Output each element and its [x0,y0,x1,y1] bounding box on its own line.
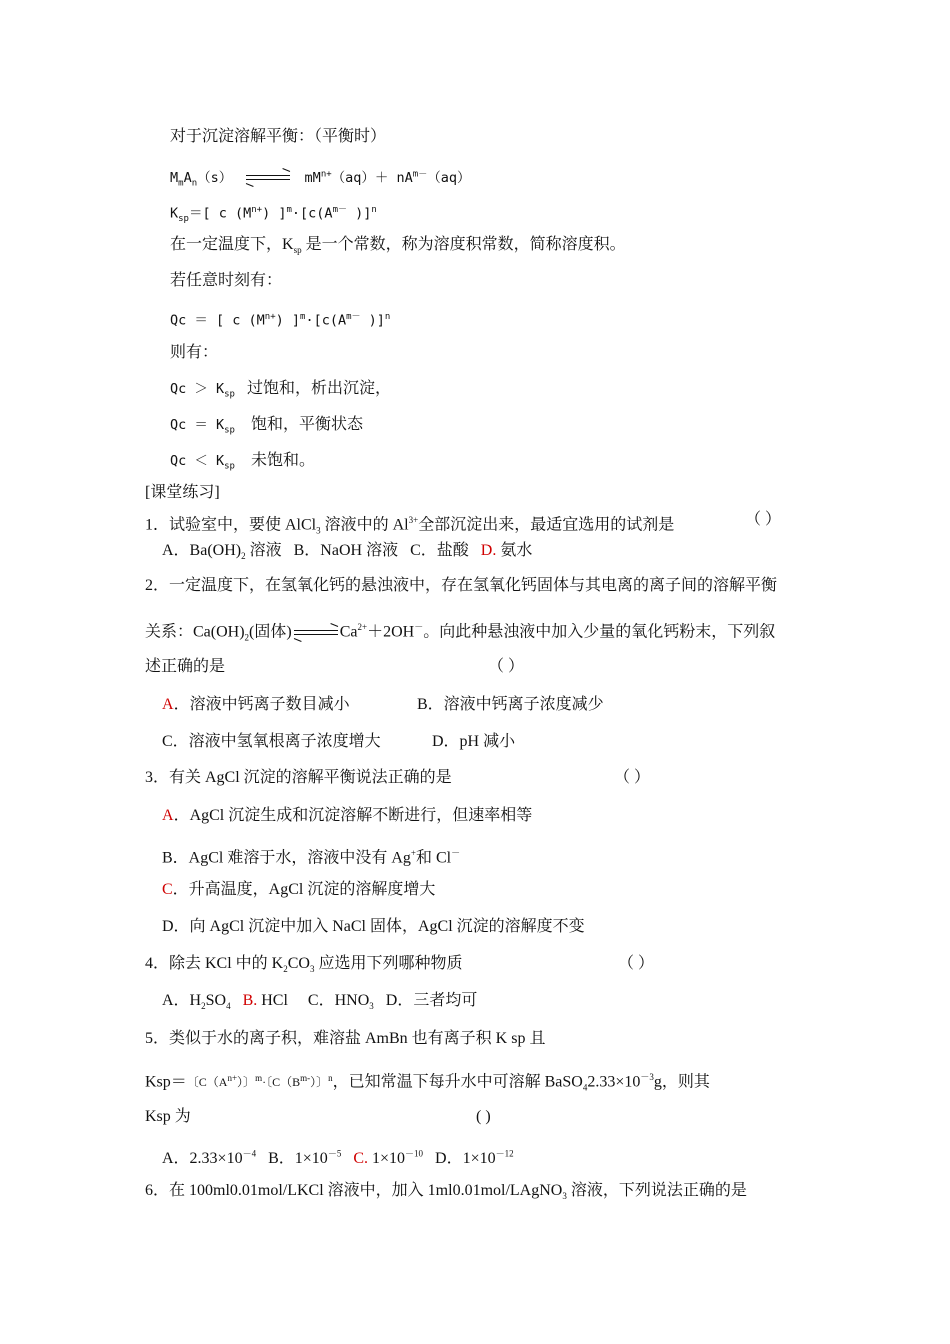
q3-stem: 3．有关 AgCl 沉淀的溶解平衡说法正确的是 [145,769,452,786]
q4-option-a: A．$H_2SO_4$ [162,992,231,1012]
qc-definition: Qc ＝ [ c $(M^{n+})$ ]$^m\cdot[c(A^{m-}$ )]$^n$ [170,312,391,329]
q4-stem: 4．除去 KCl 中的 $K_2CO_3$ 应选用下列哪种物质 [145,955,463,975]
q1-option-c: C．盐酸 [410,542,469,559]
q3-option-d: D．向 AgCl 沉淀中加入 NaCl 固体，AgCl 沉淀的溶解度不变 [162,918,585,935]
q2-stem-1: 2．一定温度下，在氢氧化钙的悬浊液中，存在氢氧化钙固体与其电离的离子间的溶解平衡 [145,577,778,594]
q2-option-a: A．溶液中钙离子数目减小 [162,696,350,713]
q1-stem: 1．试验室中，要使 AlCl$_3$ 溶液中的 $Al^{3+}$全部沉淀出来，最适宜选用的试剂是 [145,515,675,536]
section-title: [课堂练习] [145,484,220,501]
q4-options [162,991,477,1016]
q5-stem-2: Ksp＝〔$C(A^{n+})$〕$^m$·〔$C(B^{m-})$〕$^n$，已知常温下每升水中可溶解 $BaSO_42.33\times 10^{-3}g$，则其 [145,1072,710,1093]
q2-option-c: C．溶液中氢氧根离子浓度增大 [162,733,381,750]
theory-line-4: 在一定温度下，$K_{sp}$ 是一个常数，称为溶度积常数，简称溶度积。 [170,236,626,256]
q3-option-b: B．AgCl 难溶于水，溶液中没有 Ag+和 Cl－ [162,848,461,867]
q3-answer-paren: （ ） [614,769,651,786]
theory-line-5: 若任意时刻有： [170,272,283,289]
theory-line-1: 对于沉淀溶解平衡：（平衡时） [170,128,387,145]
q2-equilibrium-arrow-icon [294,628,338,638]
q1-answer-paren: （ ） [745,511,782,528]
theory-line-7: 则有： [170,344,219,361]
qc-greater: $Qc > K_{sp}$ 过饱和，析出沉淀， [170,380,391,400]
q4-answer-paren: （ ） [618,955,655,972]
q5-option-a: A．$2.33\times 10^{-4}$ [162,1149,257,1168]
ksp-definition: $K_{sp}=$[ c $(M^{n+})$ ]$^m\cdot[c(A^{m-}$ )]$^n$ [170,205,377,225]
q5-option-b: B．$1\times 10^{-5}$ [268,1149,342,1168]
q1-option-b: B．NaOH 溶液 [293,542,399,559]
equilibrium-arrow-icon [246,173,290,183]
q5-option-d: D．$1\times 10^{-12}$ [435,1149,514,1168]
equilibrium-left: $M_mA_n(s)$ [170,169,233,189]
theory-equilibrium [170,164,470,193]
qc-equal: $Qc = K_{sp}$ 饱和，平衡状态 [170,416,363,436]
q5-stem-1: 5．类似于水的离子积，难溶盐 AmBn 也有离子积 K sp 且 [145,1030,546,1047]
qc-less: $Qc < K_{sp}$ 未饱和。 [170,452,315,472]
q5-answer-paren: ( ) [476,1108,491,1125]
q4-option-d: D．三者均可 [385,992,478,1009]
q2-option-d: D．pH 减小 [432,733,516,750]
q2-stem-3: 述正确的是 [145,658,226,675]
q4-option-b: B. HCl [242,992,288,1009]
q2-answer-paren: （ ） [488,658,525,675]
q5-options [162,1144,514,1169]
equilibrium-right: $mM^{n+}(aq)+ nA^{m-}(aq)$ [304,169,471,186]
q5-option-c: C. $1\times 10^{-10}$ [353,1149,424,1168]
q5-stem-3: Ksp 为 [145,1108,191,1125]
q2-stem-2: 关系：$Ca(OH)_2$(固体) $Ca^{2+}+2OH^-$。向此种悬浊液中加入少量的氧化钙粉末，下列叙 [145,622,776,643]
q1-options [162,541,532,566]
q3-option-a: A．AgCl 沉淀生成和沉淀溶解不断进行，但速率相等 [162,807,533,824]
q1-option-a: A．$Ba(OH)_2$ 溶液 [162,542,282,562]
q4-option-c: C．$HNO_3$ [307,992,374,1012]
q3-option-c: C．升高温度，AgCl 沉淀的溶解度增大 [162,881,436,898]
q6-stem: 6．在 100ml0.01mol/LKCl 溶液中，加入 1ml0.01mol/LAgNO$_3$ 溶液，下列说法正确的是 [145,1182,747,1202]
q1-option-d: D. 氨水 [480,542,533,559]
q2-option-b: B．溶液中钙离子浓度减少 [417,696,604,713]
